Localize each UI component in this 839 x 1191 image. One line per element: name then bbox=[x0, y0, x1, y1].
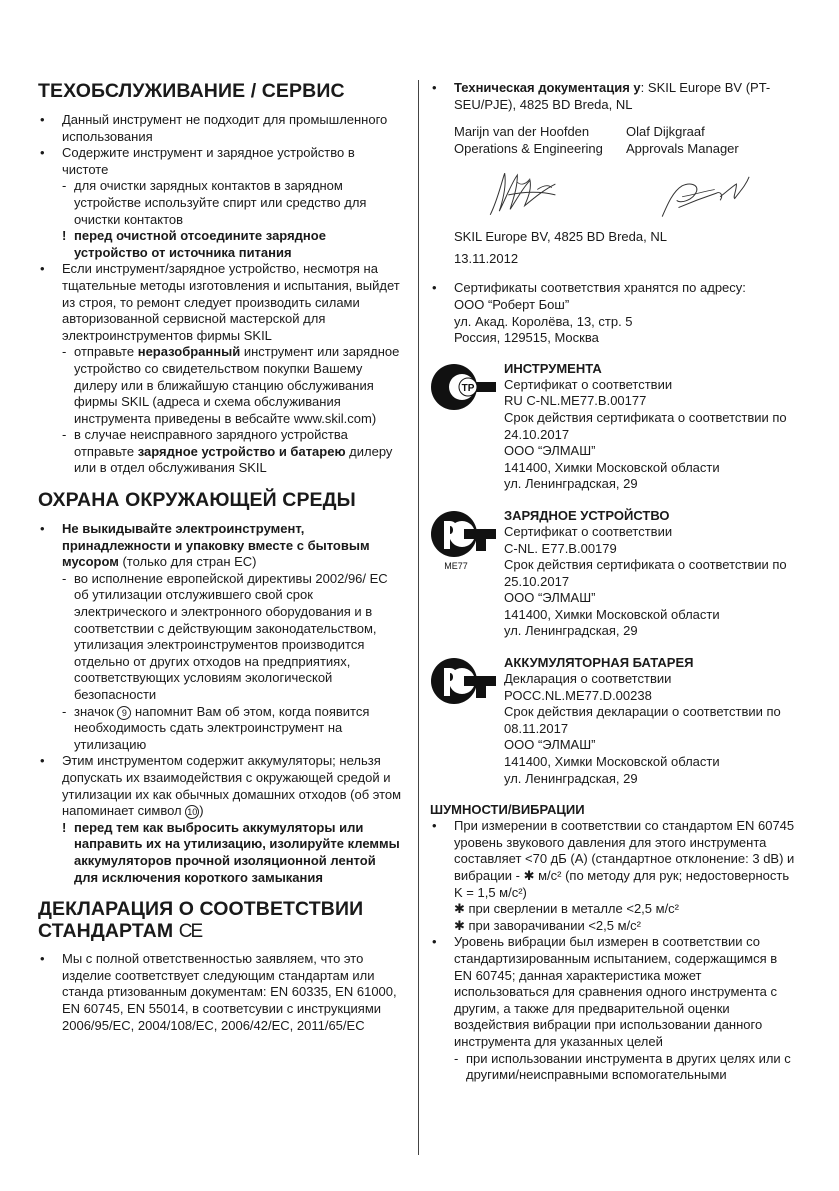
noise-item-1: • При измерении в соответствии со стандартом EN 60745 уровень звукового давления для этого инструмента составляет <70 дБ (A) (стандартное отклонение: 3 dB) и вибрации - ✱ м/с² (по методу для рук; недостоверность K = 1,5 м/с²) ✱ при сверлении в металле <2,5 м/с² ✱ при заворачивании <2,5 м/с² bbox=[430, 818, 798, 934]
signatory-1: Marijn van der Hoofden Operations & Engineering bbox=[454, 124, 603, 157]
maintenance-item-3 bbox=[38, 261, 403, 477]
declaration-list bbox=[38, 951, 403, 1034]
contact-cleaning-note: - для очистки зарядных контактов в зарядном устройстве используйте спирт или средство для очистки контактов bbox=[62, 178, 403, 228]
company-address: SKIL Europe BV, 4825 BD Breda, NL bbox=[454, 229, 667, 245]
environment-item-2: • Этим инструментом содержит аккумуляторы; нельзя допускать их взаимодействия с окружающей средой и утилизации их как обычных домашних отходов (об этом напоминает символ 10 ) ! перед тем как выбросить аккумуляторы или направить их на утилизацию, изолируйте клеммы аккумуляторов прочной изоляционной лентой для исключения короткого замыкания bbox=[38, 753, 403, 886]
maintenance-item-2 bbox=[38, 145, 403, 261]
noise-item-2: • Уровень вибрации был измерен в соответствии со стандартизированным испытанием, содержащимся в EN 60745; данная характеристика может использоваться для сравнения одного инструмента с другим, а также для предварительной оценки воздействия вибрации при использовании данного инструмента для указанных целей - при использовании инструмента в других целях или с другими/неисправными вспомогательными bbox=[430, 934, 798, 1083]
symbol-9-note: - значок 9 напомнит Вам об этом, когда появится необходимость сдать электроинструмент на утилизацию bbox=[62, 704, 403, 754]
repair-step-1: - отправьте неразобранный инструмент или зарядное устройство со свидетельством покупки Вашему дилеру или в ближайшую станцию обслуживания фирмы SKIL (адреса и схема обслуживания инструмента приведены в вебсайте www.skil.com) bbox=[62, 344, 403, 427]
right-column bbox=[430, 80, 798, 1084]
environment-list bbox=[38, 521, 403, 886]
symbol-9-ref: 9 bbox=[117, 706, 131, 720]
maintenance-item-3-text: • Если инструмент/зарядное устройство, несмотря на тщательные методы изготовления и испытания, выйдет из строя, то ремонт следует производить силами авторизованной сервисной мастерской для электроинструментов фирмы SKIL bbox=[62, 261, 400, 343]
signatory-2: Olaf Dijkgraaf Approvals Manager bbox=[626, 124, 739, 157]
ctp-logo-icon bbox=[430, 360, 498, 416]
disconnect-warning: ! перед очистной отсоедините зарядное устройство от источника питания bbox=[62, 228, 326, 260]
maintenance-item-2-text: • Содержите инструмент и зарядное устройство в чистоте bbox=[62, 145, 355, 177]
ce-mark: CE bbox=[178, 921, 202, 943]
repair-step-2: - в случае неисправного зарядного устройства отправьте зарядное устройство и батарею дилеру или в отдел обслуживания SKIL bbox=[62, 427, 403, 477]
noise-screwing: ✱ при заворачивании <2,5 м/с² bbox=[454, 917, 641, 933]
symbol-10-ref: 10 bbox=[187, 807, 198, 818]
noise-other-use: - при использовании инструмента в других целях или с другими/неисправными вспомогательными bbox=[454, 1051, 798, 1084]
battery-warning: ! перед тем как выбросить аккумуляторы или направить их на утилизацию, изолируйте клеммы аккумуляторов прочной изоляционной лентой для исключения короткого замыкания bbox=[62, 819, 400, 885]
maintenance-item-2-sublist bbox=[62, 178, 403, 228]
repair-sublist bbox=[62, 344, 403, 477]
battery-warning-text: перед тем как выбросить аккумуляторы или направить их на утилизацию, изолируйте клеммы аккумуляторов прочной изоляционной лентой для исключения короткого замыкания bbox=[74, 819, 400, 885]
noise-heading: ШУМНОСТИ/ВИБРАЦИИ bbox=[430, 802, 585, 818]
pct-logo-code: ME77 bbox=[444, 560, 468, 571]
signature-1 bbox=[454, 161, 626, 227]
noise-list bbox=[430, 818, 798, 1084]
techdoc-list bbox=[430, 80, 798, 113]
signature-2 bbox=[626, 161, 798, 227]
cert-charger: ME77 ЗАРЯДНОЕ УСТРОЙСТВО Сертификат о соответствии C-NL. E77.B.00179 Срок действия сертификата о соответствии по 25.10.2017 ООО “ЭЛМАШ” 141400, Химки Московской области ул. Ленинградская, 29 bbox=[430, 507, 798, 640]
noise-drilling: ✱ при сверлении в металле <2,5 м/с² bbox=[454, 901, 680, 917]
techdoc-item: • Техническая документация у: SKIL Europe BV (PT-SEU/PJE), 4825 BD Breda, NL bbox=[430, 80, 798, 113]
cert-battery-title: АККУМУЛЯТОРНАЯ БАТАРЕЯ bbox=[504, 655, 694, 671]
noise-item-2-sublist bbox=[454, 1051, 798, 1084]
cert-storage-list bbox=[430, 280, 798, 346]
cert-charger-title: ЗАРЯДНОЕ УСТРОЙСТВО bbox=[504, 507, 670, 523]
maintenance-item-1: • Данный инструмент не подходит для промышленного использования bbox=[38, 112, 403, 145]
pct-logo-icon bbox=[430, 507, 498, 573]
weee-directive-note: - во исполнение европейской директивы 2002/96/ ЕС об утилизации отслужившего свой срок электрического и электронного оборудования и в соответствии с действующим законодательством, утилизация электроинструментов производится отдельно от других отходов на предприятиях, соответствующих условиям экологической безопасности bbox=[62, 571, 403, 704]
cert-battery: АККУМУЛЯТОРНАЯ БАТАРЕЯ Декларация о соответствии РОСС.NL.ME77.D.00238 Срок действия декларации о соответствии по 08.11.2017 ООО “ЭЛМАШ” 141400, Химки Московской области ул. Ленинградская, 29 bbox=[430, 654, 798, 787]
declaration-date: 13.11.2012 bbox=[454, 250, 519, 266]
left-column bbox=[38, 80, 403, 1034]
cert-tool: ТР ИНСТРУМЕНТА Сертификат о соответствии RU C-NL.ME77.B.00177 Срок действия сертификата о соответствии по 24.10.2017 ООО “ЭЛМАШ” 141400, Химки Московской области ул. Ленинградская, 29 bbox=[430, 360, 798, 493]
disconnect-warning-text: перед очистной отсоедините зарядное устройство от источника питания bbox=[74, 228, 326, 260]
maintenance-list bbox=[38, 112, 403, 477]
cert-storage-item: • Сертификаты соответствия хранятся по адресу: ООО “Роберт Бош” ул. Акад. Королёва, 13, стр. 5 Россия, 129515, Москва bbox=[430, 280, 798, 346]
company-block bbox=[430, 229, 798, 267]
environment-item-1-sublist bbox=[62, 571, 403, 754]
signatories bbox=[430, 123, 798, 157]
column-divider bbox=[418, 80, 419, 1155]
pct-logo-icon bbox=[430, 654, 498, 710]
ctp-logo-text: ТР bbox=[461, 382, 475, 394]
declaration-item-1: • Мы с полной ответственностью заявляем, что это изделие соответствует следующим стандартам или станда ртизованным документам: EN 60335, EN 61000, EN 60745, EN 55014, в соответсувии с инструкциями 2006/95/EC, 2004/108/EC, 2006/42/EC, 2011/65/EC bbox=[38, 951, 403, 1034]
signature-images bbox=[430, 161, 798, 227]
cert-tool-title: ИНСТРУМЕНТА bbox=[504, 360, 602, 376]
environment-item-1: • Не выкидывайте электроинструмент, принадлежности и упаковку вместе с бытовым мусором (только для стран ЕС) - во исполнение европейской директивы 2002/96/ ЕС об утилизации отслужившего свой срок электрического и электронного оборудования и в соответствии с действующим законодательством, утилизация электроинструментов производится отдельно от других отходов на предприятиях, соответствующих условиям экологической безопасности - значок 9 напомнит Вам об этом, когда появится необходимость сдать электроинструмент на утилизацию bbox=[38, 521, 403, 753]
maintenance-heading: ТЕХОБСЛУЖИВАНИЕ / СЕРВИС bbox=[38, 80, 345, 102]
environment-heading: ОХРАНА ОКРУЖАЮЩЕЙ СРЕДЫ bbox=[38, 489, 356, 512]
declaration-heading: ДЕКЛАРАЦИЯ О СООТВЕТСТВИИ СТАНДАРТАМ CE bbox=[38, 898, 364, 943]
